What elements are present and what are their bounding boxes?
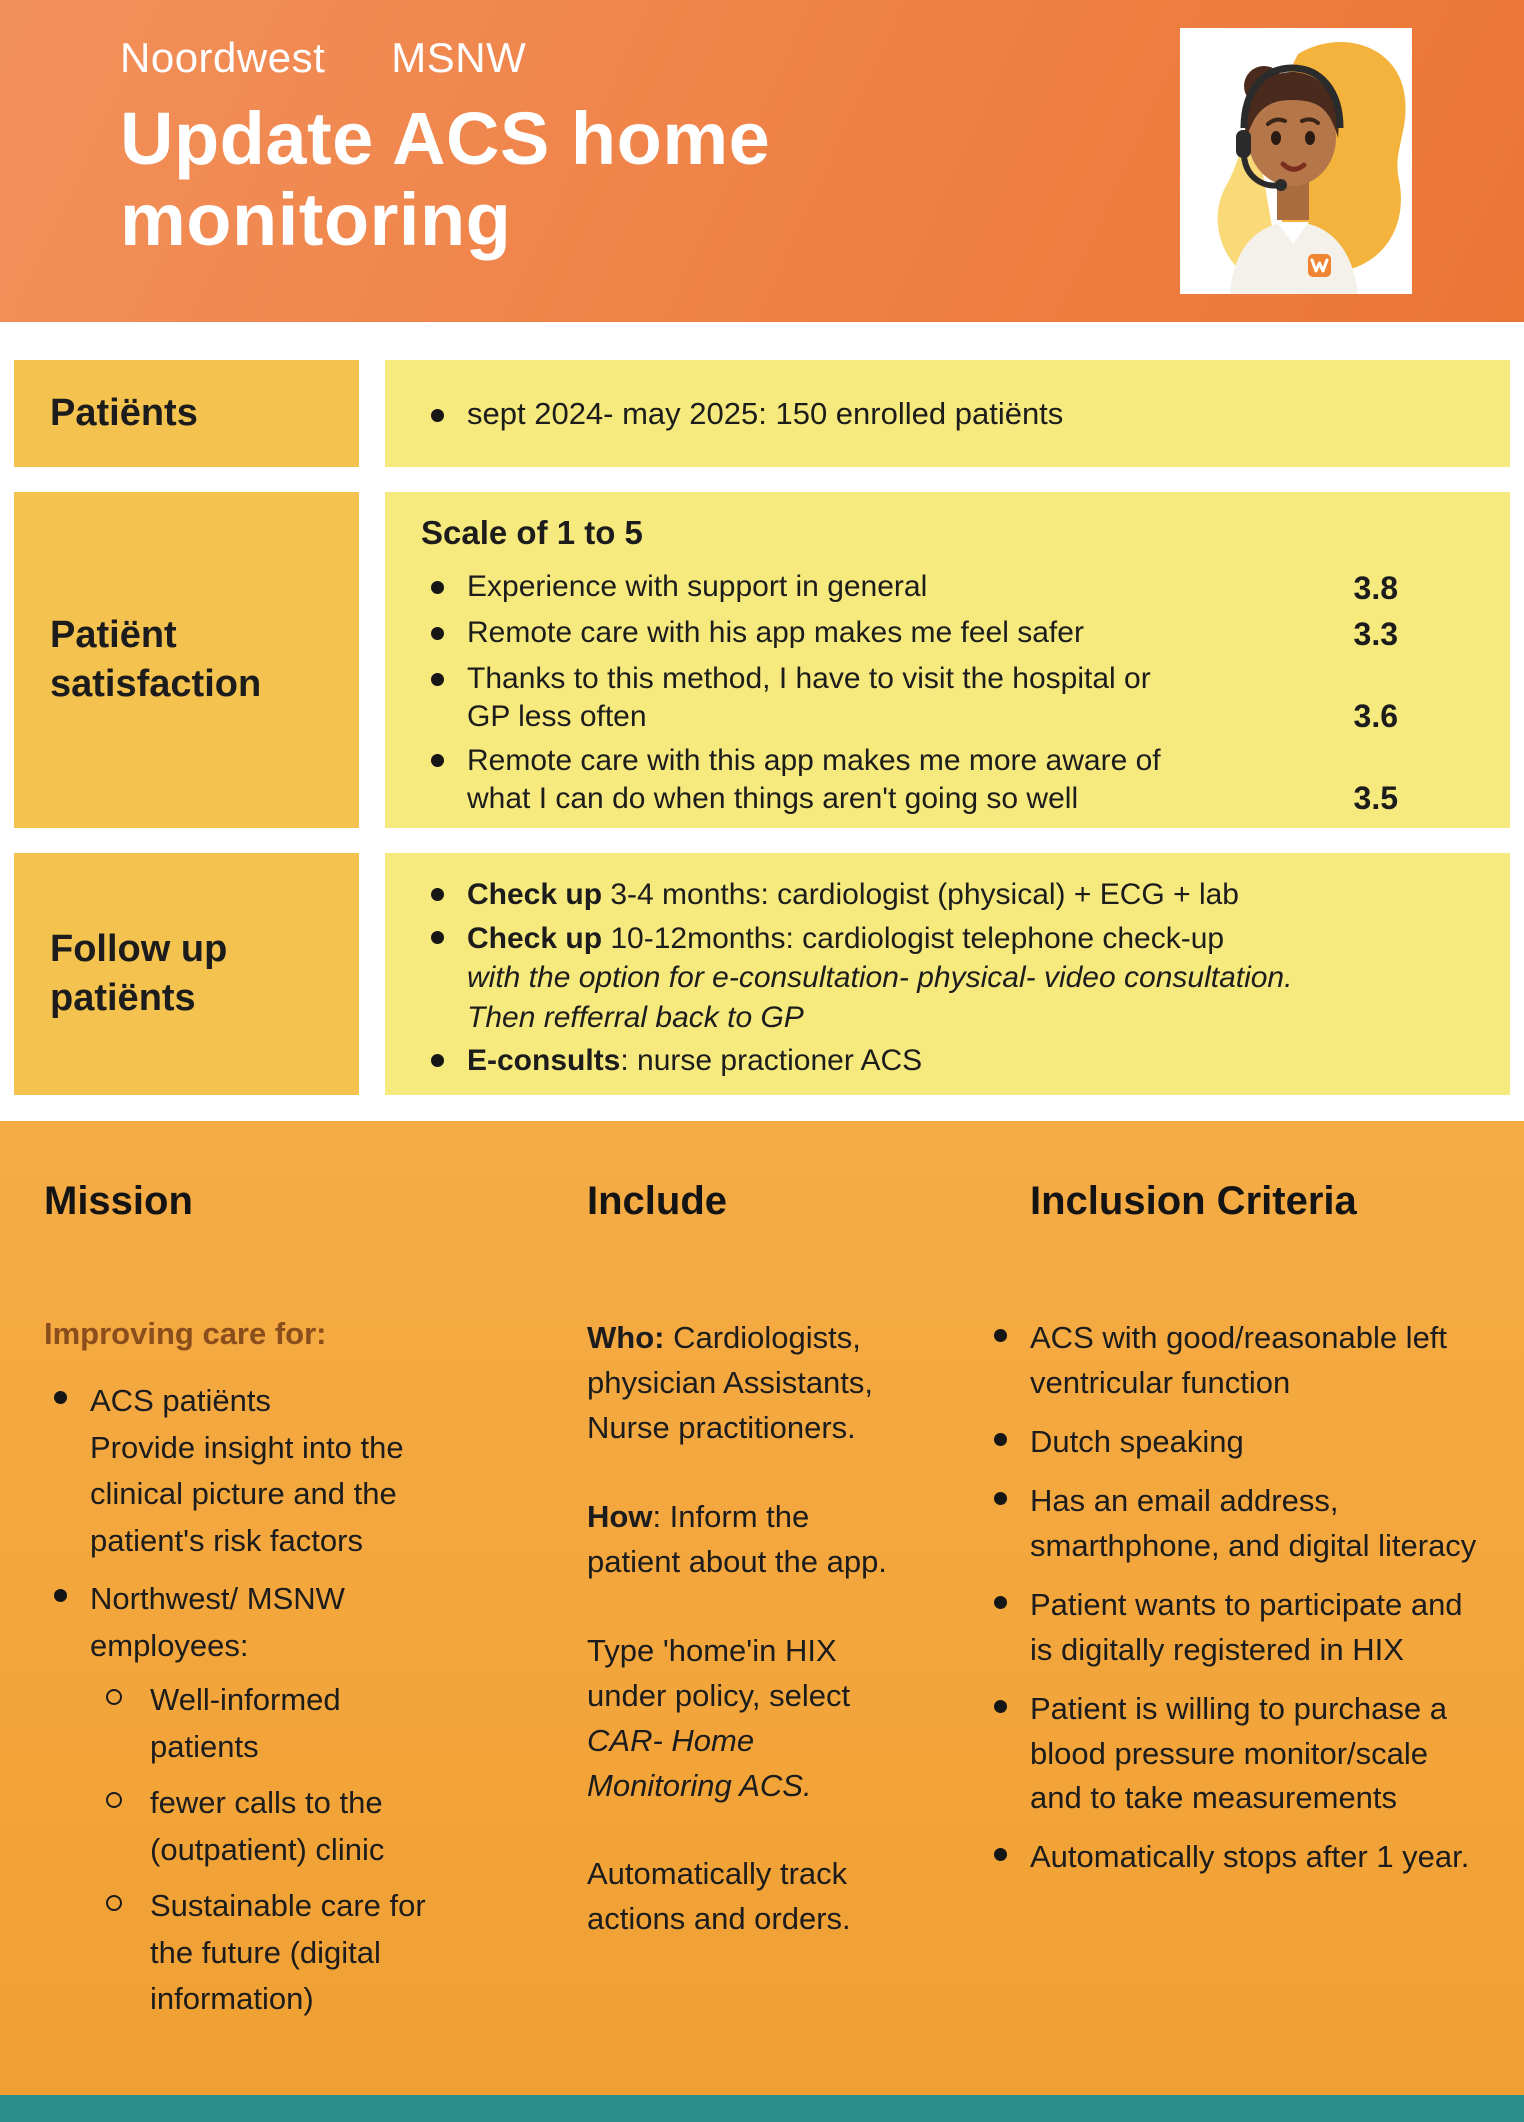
list-item <box>421 396 1063 432</box>
include-heading: Include <box>587 1179 728 1223</box>
satisfaction-content <box>385 492 1510 828</box>
list-item <box>421 568 1474 609</box>
followup-item-rest: 10-12months: cardiologist telephone check-up <box>602 921 1225 955</box>
satisfaction-item-text: Thanks to this method, I have to visit the hospital or GP less often <box>467 661 1151 734</box>
mission-item-text: Northwest/ MSNW employees: <box>90 1581 345 1663</box>
mission-item-line2: Provide insight into the clinical picture and the patient's risk factors <box>90 1429 404 1558</box>
criteria-item: Dutch speaking <box>1030 1423 1244 1459</box>
satisfaction-item-text: Remote care with his app makes me feel safer <box>467 615 1084 649</box>
page-title-line2: monitoring <box>120 178 512 262</box>
bottom-section <box>0 1121 1524 2095</box>
followup-italic-line1: with the option for e-consultation- physical- video consultation. <box>467 961 1293 995</box>
list-item <box>984 1420 1480 1465</box>
include-type <box>587 1629 887 1809</box>
include-who-rest: Cardiologists, physician Assistants, Nurse practitioners. <box>587 1320 874 1445</box>
list-item <box>44 1576 444 2023</box>
customer-support-agent-illustration-svg <box>1180 28 1412 294</box>
followup-content <box>385 853 1510 1095</box>
satisfaction-item-score: 3.8 <box>1353 570 1398 606</box>
include-type-rest: Type 'home'in HIX under policy, select <box>587 1632 851 1713</box>
criteria-item: ACS with good/reasonable left ventricular function <box>1030 1320 1448 1400</box>
patients-row <box>14 360 1510 467</box>
list-item <box>90 1677 444 1770</box>
mission-list <box>44 1378 444 2023</box>
mission-item-line1: ACS patiënts <box>90 1383 271 1418</box>
followup-item-italic <box>467 958 1474 1037</box>
info-rows <box>0 322 1524 1095</box>
include-how-rest: : Inform the patient about the app. <box>587 1498 887 1579</box>
satisfaction-row <box>14 492 1510 828</box>
criteria-item: Automatically stops after 1 year. <box>1030 1839 1470 1875</box>
mission-sublist <box>90 1677 444 2023</box>
include-auto <box>587 1852 887 1942</box>
mission-subitem: fewer calls to the (outpatient) clinic <box>150 1785 385 1867</box>
mission-subheading: Improving care for: <box>44 1316 327 1351</box>
brand-msnw: MSNW <box>391 34 527 81</box>
mission-heading: Mission <box>44 1179 193 1223</box>
patients-list <box>421 396 1063 432</box>
list-item <box>421 919 1474 1038</box>
include-column <box>587 1179 887 2035</box>
followup-label-text: Follow up patiënts <box>50 927 228 1019</box>
satisfaction-item-text: Experience with support in general <box>467 570 928 603</box>
list-item <box>421 742 1474 819</box>
customer-support-agent-illustration <box>1180 28 1412 294</box>
criteria-item: Has an email address, smarthphone, and digital literacy <box>1030 1482 1477 1563</box>
criteria-list <box>984 1316 1480 1880</box>
satisfaction-item-score: 3.6 <box>1353 697 1398 734</box>
page-title-line1: Update ACS home <box>120 97 771 180</box>
include-who-lead: Who: <box>587 1320 665 1355</box>
followup-item-lead: E-consults <box>467 1044 621 1078</box>
patients-label <box>14 360 359 467</box>
satisfaction-item-score: 3.5 <box>1353 779 1398 816</box>
header <box>0 0 1524 322</box>
satisfaction-item-text: Remote care with this app makes me more aware of what I can do when things aren't going so well <box>467 743 1161 816</box>
patients-label-text: Patiënts <box>50 391 198 434</box>
list-item <box>90 1780 444 1873</box>
include-how-lead: How <box>587 1498 653 1534</box>
followup-item-lead: Check up <box>467 921 603 955</box>
include-type-italic: CAR- Home Monitoring ACS. <box>587 1722 812 1803</box>
criteria-column <box>1030 1179 1480 2035</box>
mission-column <box>44 1179 444 2035</box>
list-item <box>421 875 1474 915</box>
followup-item-lead: Check up <box>467 878 603 911</box>
satisfaction-list <box>421 568 1474 818</box>
criteria-heading: Inclusion Criteria <box>1030 1179 1357 1223</box>
mission-subitem: Sustainable care for the future (digital information) <box>150 1888 426 2016</box>
criteria-item: Patient is willing to purchase a blood pressure monitor/scale and to take measurements <box>1030 1690 1448 1816</box>
patients-bullet-text: sept 2024- may 2025: 150 enrolled patiënts <box>467 395 1064 431</box>
followup-list <box>421 875 1474 1081</box>
list-item <box>984 1835 1480 1880</box>
patients-content <box>385 360 1510 467</box>
include-auto-text: Automatically track actions and orders. <box>587 1856 851 1937</box>
satisfaction-item-score: 3.3 <box>1353 615 1398 652</box>
list-item <box>421 660 1474 737</box>
followup-item-rest: : nurse practioner ACS <box>620 1044 923 1078</box>
scale-heading: Scale of 1 to 5 <box>421 514 643 551</box>
satisfaction-label <box>14 492 359 828</box>
list-item <box>984 1316 1480 1406</box>
list-item <box>984 1687 1480 1822</box>
brand-noordwest: Noordwest <box>120 34 326 81</box>
criteria-item: Patient wants to participate and is digitally registered in HIX <box>1030 1586 1463 1667</box>
list-item <box>984 1583 1480 1673</box>
mission-subitem: Well-informed patients <box>150 1682 341 1764</box>
list-item <box>44 1378 444 1564</box>
followup-label <box>14 853 359 1095</box>
satisfaction-label-text: Patiënt satisfaction <box>50 613 262 705</box>
list-item <box>421 614 1474 655</box>
include-who <box>587 1316 887 1451</box>
list-item <box>984 1479 1480 1569</box>
list-item <box>421 1041 1474 1081</box>
followup-row <box>14 853 1510 1095</box>
footer-bar <box>0 2095 1524 2122</box>
list-item <box>90 1883 444 2023</box>
followup-item-rest: 3-4 months: cardiologist (physical) + ECG + lab <box>602 878 1239 911</box>
followup-italic-line2: Then refferral back to GP <box>467 1000 804 1034</box>
include-how <box>587 1495 887 1585</box>
